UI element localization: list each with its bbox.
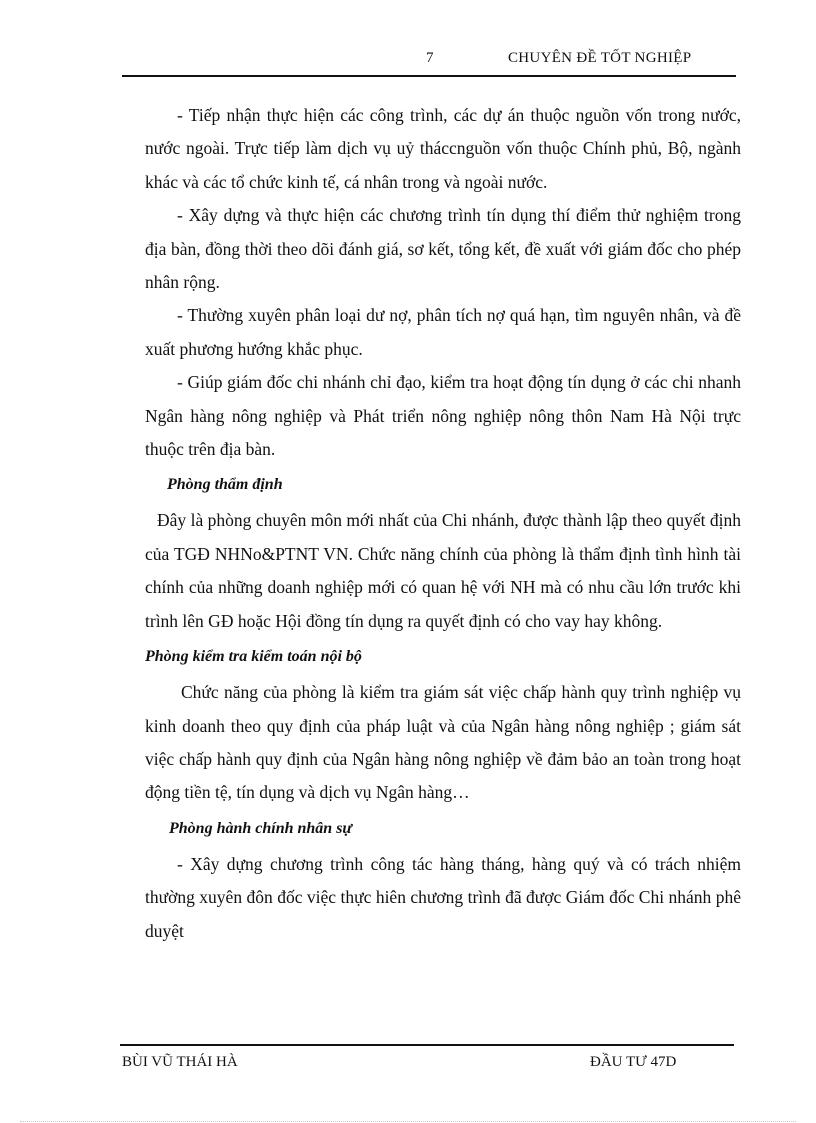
- paragraph-7: - Xây dựng chương trình công tác hàng tháng, hàng quý và có trách nhiệm thường xuyên đôn đốc việc thực hiên chương trình đã được Giám đốc Chi nhánh phê duyệt: [145, 853, 741, 941]
- page-edge-divider: [20, 1121, 796, 1122]
- paragraph-5: Đây là phòng chuyên môn mới nhất của Chi nhánh, được thành lập theo quyết định của TGĐ NHNo&PTNT VN. Chức năng chính của phòng là thẩm định tình hình tài chính của những doanh nghiệp mới có quan hệ với NH mà có nhu cầu lớn trước khi trình lên GĐ hoặc Hội đồng tín dụng ra quyết định có cho vay hay không.: [145, 510, 741, 631]
- section-heading-appraisal: Phòng thẩm định: [167, 476, 283, 494]
- footer-rule: [120, 1044, 734, 1046]
- document-body: [145, 99, 741, 948]
- page-header: [124, 50, 736, 74]
- paragraph-6: Chức năng của phòng là kiểm tra giám sát việc chấp hành quy trình nghiệp vụ kinh doanh theo quy định của pháp luật và của Ngân hàng nông nghiệp ; giám sát việc chấp hành quy định của Ngân hàng nông nghiệp về đảm bảo an toàn trong hoạt động tiền tệ, tín dụng và dịch vụ Ngân hàng…: [145, 682, 741, 803]
- section-heading-admin-hr: Phòng hành chính nhân sự: [169, 819, 353, 837]
- page-number: 7: [426, 50, 434, 66]
- section-heading-internal-audit: Phòng kiểm tra kiểm toán nội bộ: [145, 648, 362, 666]
- paragraph-4: - Giúp giám đốc chi nhánh chỉ đạo, kiểm tra hoạt động tín dụng ở các chi nhanh Ngân hàng nông nghiệp và Phát triển nông nghiệp nông thôn Nam Hà Nội trực thuộc trên địa bàn.: [145, 372, 741, 460]
- page-footer: [122, 1054, 734, 1078]
- paragraph-3: - Thường xuyên phân loại dư nợ, phân tích nợ quá hạn, tìm nguyên nhân, và đề xuất phương hướng khắc phục.: [145, 305, 741, 359]
- header-title: CHUYÊN ĐỀ TỐT NGHIỆP: [508, 50, 692, 66]
- paragraph-2: - Xây dựng và thực hiện các chương trình tín dụng thí điểm thử nghiệm trong địa bàn, đồng thời theo dõi đánh giá, sơ kết, tổng kết, đề xuất với giám đốc cho phép nhân rộng.: [145, 205, 741, 293]
- header-rule: [122, 75, 736, 77]
- footer-major: ĐẦU TƯ 47D: [590, 1054, 677, 1070]
- footer-author: BÙI VŨ THÁI HÀ: [122, 1054, 238, 1070]
- paragraph-1: - Tiếp nhận thực hiện các công trình, các dự án thuộc nguồn vốn trong nước, nước ngoài. Trực tiếp làm dịch vụ uỷ tháccnguồn vốn thuộc Chính phủ, Bộ, ngành khác và các tổ chức kinh tế, cá nhân trong và ngoài nước.: [145, 105, 741, 192]
